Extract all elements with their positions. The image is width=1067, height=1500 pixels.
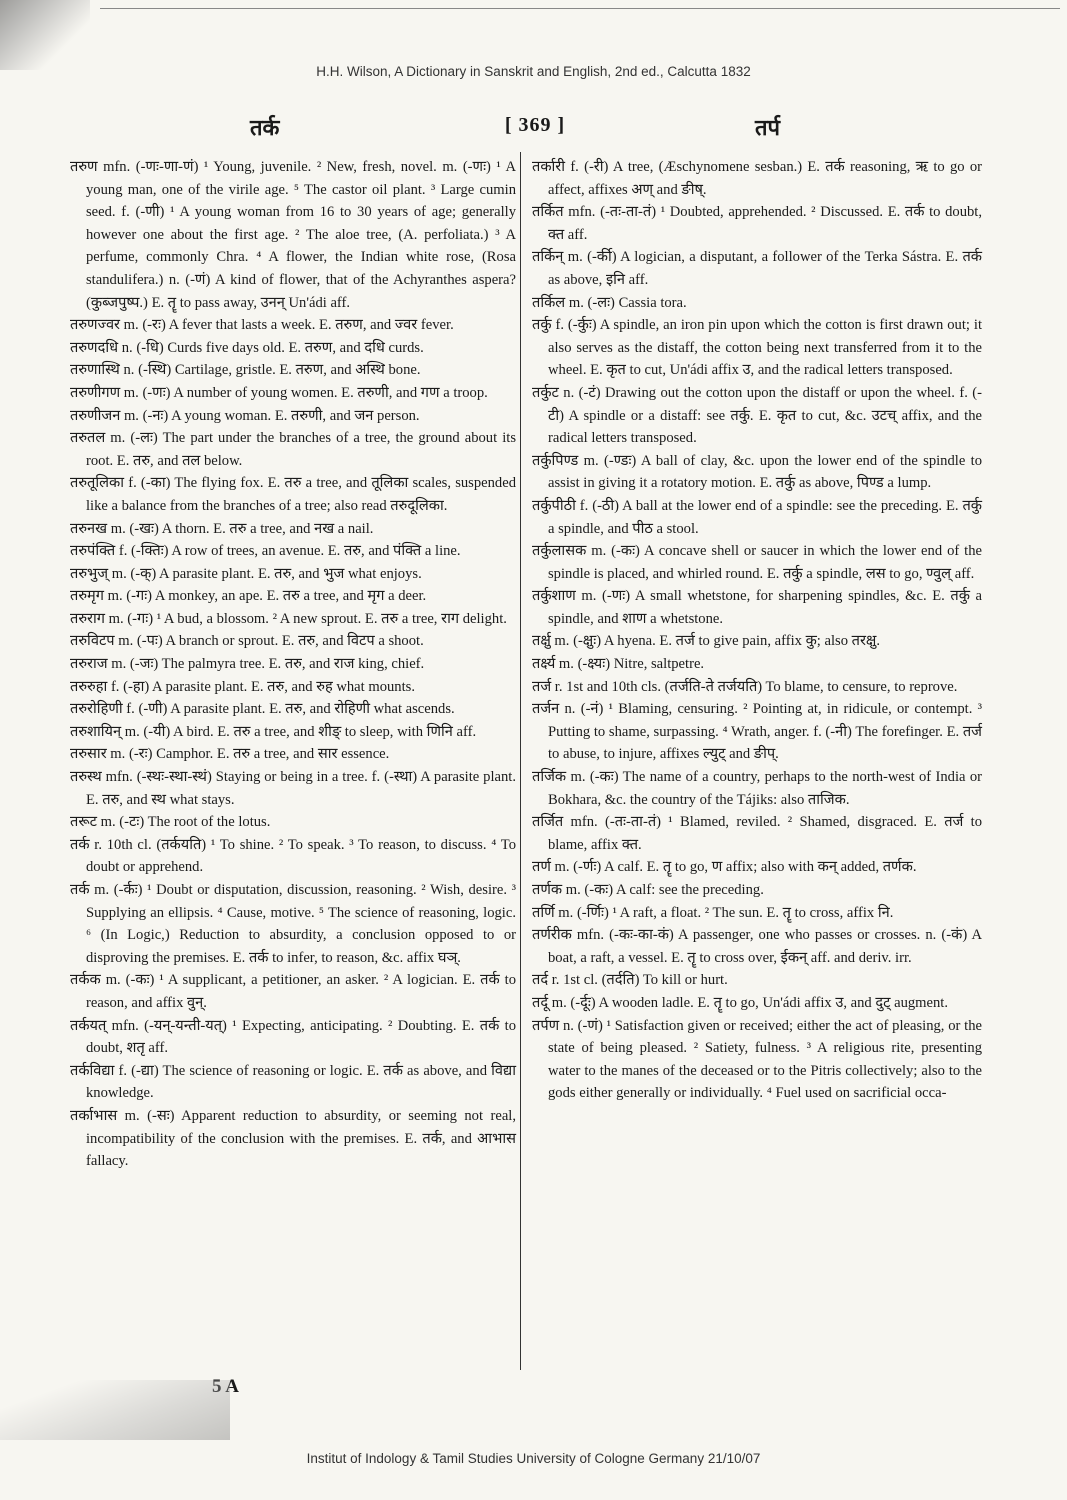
column-divider	[520, 152, 521, 1370]
dictionary-entry: तर्जन n. (-नं) ¹ Blaming, censuring. ² Pointing at, in ridicule, or contempt. ³ Putting to shame, surpassing. ⁴ Wrath, anger. f. (-नी) The forefinger. E. तर्ज to abuse, to injure, affixes ल्युट् and ङीप्.	[532, 701, 982, 763]
dictionary-entry: तरुतूलिका f. (-का) The flying fox. E. तरु a tree, and तूलिका scales, suspended like a balance from the branches of a tree; also read तरुदूलिका.	[70, 475, 516, 514]
dictionary-entry: तर्णरीक mfn. (-कः-का-कं) A passenger, one who passes or crosses. n. (-कं) A boat, a raft, a vessel. E. तॄ to cross over, ईकन् aff. and deriv. irr.	[532, 927, 982, 966]
dictionary-entry: तरुपंक्ति f. (-क्तिः) A row of trees, an avenue. E. तरु, and पंक्ति a line.	[70, 543, 461, 560]
dictionary-entry: तर्कित mfn. (-तः-ता-तं) ¹ Doubted, apprehended. ² Discussed. E. तर्क to doubt, क्त aff.	[532, 204, 982, 243]
dictionary-entry: तर्कुट n. (-टं) Drawing out the cotton upon the distaff or upon the wheel. f. (-टी) A spindle or a distaff: see तर्कु. E. कृत to cut, &c. उटच् affix, and the radical letters transposed.	[532, 384, 982, 447]
dictionary-entry: तर्क r. 10th cl. (तर्कयति) ¹ To shine. ² To speak. ³ To reason, to discuss. ⁴ To doubt or apprehend.	[70, 836, 516, 876]
dictionary-entry: तरुराज m. (-जः) The palmyra tree. E. तरु, and राज king, chief.	[70, 656, 425, 673]
dictionary-entry: तर्कुपीठी f. (-ठी) A ball at the lower end of a spindle: see the preceding. E. तर्कु a spindle, and पीठ a stool.	[532, 497, 982, 537]
dictionary-entry: तर्कुलासक m. (-कः) A concave shell or saucer in which the lower end of the spindle is placed, and whirled round. E. तर्कु a spindle, लस to go, ण्वुल् aff.	[532, 543, 982, 582]
dictionary-entry: तरुराग m. (-गः) ¹ A bud, a blossom. ² A new sprout. E. तरु a tree, राग delight.	[70, 610, 507, 627]
dictionary-entry: तर्किन् m. (-र्की) A logician, a disputant, a follower of the Terka Sástra. E. तर्क as above, इनि aff.	[532, 249, 982, 288]
dictionary-entry: तर्जित mfn. (-तः-ता-तं) ¹ Blamed, reviled. ² Shamed, disgraced. E. तर्ज to blame, affix क्त.	[532, 814, 982, 853]
dictionary-entry: तर्किल m. (-लः) Cassia tora.	[532, 294, 687, 311]
footer-credit: Institut of Indology & Tamil Studies University of Cologne Germany 21/10/07	[306, 1451, 761, 1466]
dictionary-entry: तरुणदधि n. (-धि) Curds five days old. E. तरुण, and दधि curds.	[70, 339, 424, 356]
dictionary-entry: तर्कुपिण्ड m. (-ण्डः) A ball of clay, &c. upon the lower end of the spindle to assist in giving it a rotatory motion. E. तर्कु as above, पिण्ड a lump.	[532, 452, 982, 492]
dictionary-entry: तर्णि m. (-र्णिः) ¹ A raft, a float. ² The sun. E. तॄ to cross, affix नि.	[532, 904, 894, 921]
dictionary-entry: तरूट m. (-टः) The root of the lotus.	[70, 814, 271, 831]
running-head-left: तर्क	[250, 116, 280, 141]
page-number: [ 369 ]	[504, 114, 566, 136]
dictionary-entry: तरुतल m. (-लः) The part under the branches of a tree, the ground about its root. E. तरु, and तल below.	[70, 430, 516, 469]
dictionary-entry: तर्कक m. (-कः) ¹ A supplicant, a petitioner, an asker. ² A logician. E. तर्क to reason, and affix वुन्.	[70, 972, 516, 1011]
dictionary-entry: तर्काभास m. (-सः) Apparent reduction to absurdity, or seeming not real, incompatibility of the conclusion with the premises. E. तर्क, and आभास fallacy.	[70, 1107, 516, 1170]
dictionary-entry: तर्पण n. (-णं) ¹ Satisfaction given or received; either the act of pleasing, or the state of being pleased. ² Satiety, fulness. ³ A religious rite, presenting water to the manes of the deceased or to the Pitris collectively; also to the gods either generally or individually. ⁴ Fuel used on sacrificial occa-	[532, 1017, 982, 1102]
dictionary-entry: तरुस्थ mfn. (-स्थः-स्था-स्थं) Staying or being in a tree. f. (-स्था) A parasite plant. E. तरु, and स्थ what stays.	[70, 769, 516, 808]
dictionary-entry: तर्णक m. (-कः) A calf: see the preceding.	[532, 882, 764, 898]
running-head-right: तर्प	[755, 116, 781, 141]
dictionary-entry: तर्कारी f. (-री) A tree, (Æschynomene sesban.) E. तर्क reasoning, ऋ to go or affect, affixes अण् and ङीष्.	[532, 159, 982, 198]
scan-edge-line	[100, 8, 1060, 9]
dictionary-entry: तरुणज्वर m. (-रः) A fever that lasts a week. E. तरुण, and ज्वर fever.	[70, 317, 454, 334]
scan-shadow-top-left	[0, 0, 90, 70]
dictionary-entry: तर्ज r. 1st and 10th cls. (तर्जति-ते तर्जयति) To blame, to censure, to reprove.	[532, 678, 958, 695]
dictionary-entry: तर्जिक m. (-कः) The name of a country, perhaps to the north-west of India or Bokhara, &c. the country of the Tájiks: also ताजिक.	[532, 769, 982, 808]
dictionary-entry: तरुणीजन m. (-नः) A young woman. E. तरुणी, and जन person.	[70, 407, 420, 424]
dictionary-entry: तर्कयत् mfn. (-यन्-यन्ती-यत्) ¹ Expecting, anticipating. ² Doubting. E. तर्क to doubt, शतृ aff.	[70, 1017, 516, 1057]
dictionary-entry: तर्कुशाण m. (-णः) A small whetstone, for sharpening spindles, &c. E. तर्कु a spindle, and शाण a whetstone.	[532, 588, 982, 627]
dictionary-entry: तर्ण m. (-र्णः) A calf. E. तॄ to go, ण affix; also with कन् added, तर्णक.	[532, 859, 917, 876]
dictionary-entry: तरुभुज् m. (-क्) A parasite plant. E. तरु, and भुज what enjoys.	[70, 565, 422, 582]
dictionary-entry: तरुशायिन् m. (-यी) A bird. E. तरु a tree, and शीङ् to sleep, with णिनि aff.	[70, 723, 477, 740]
dictionary-entry: तर्कविद्या f. (-द्या) The science of reasoning or logic. E. तर्क as above, and विद्या knowledge.	[70, 1062, 516, 1102]
dictionary-entry: तर्क्षु m. (-क्षुः) A hyena. E. तर्ज to give pain, affix कु; also तरक्षु.	[532, 633, 881, 650]
dictionary-entry: तरुमृग m. (-गः) A monkey, an ape. E. तरु a tree, and मृग a deer.	[70, 588, 427, 605]
source-citation: H.H. Wilson, A Dictionary in Sanskrit and English, 2nd ed., Calcutta 1832	[316, 64, 751, 79]
dictionary-entry: तर्कु f. (-र्कुः) A spindle, an iron pin upon which the cotton is first drawn out; it also serves as the distaff, the cotton being next transferred from it to the wheel. E. कृत to cut, Un'ádi affix उ, and the radical letters transposed.	[532, 317, 982, 379]
dictionary-entry: तरुरोहिणी f. (-णी) A parasite plant. E. तरु, and रोहिणी what ascends.	[70, 701, 455, 718]
left-column	[70, 156, 516, 1173]
dictionary-entry: तरुणास्थि n. (-स्थि) Cartilage, gristle. E. तरुण, and अस्थि bone.	[70, 362, 421, 379]
dictionary-entry: तरुविटप m. (-पः) A branch or sprout. E. तरु, and विटप a shoot.	[70, 633, 424, 650]
dictionary-entry: तर्दू m. (-र्दूः) A wooden ladle. E. तॄ to go, Un'ádi affix उ, and दुट् augment.	[532, 994, 948, 1011]
scan-shadow-bottom-left	[0, 1380, 230, 1440]
dictionary-entry: तरुण mfn. (-णः-णा-णं) ¹ Young, juvenile. ² New, fresh, novel. m. (-णः) ¹ A young man, one of the virile age. ⁵ The castor oil plant. ³ Large cumin seed. f. (-णी) ¹ A young woman from 16 to 30 years of age; generally however one about the first age. ² The aloe tree, (A. perfoliata.) ³ A perfume, commonly Chra. ⁴ A flower, the Indian white rose, (Rosa standulifera.) n. (-णं) A kind of flower, that of the Achyranthes aspera? (कुब्जपुष्प.) E. तॄ to pass away, उनन् Un'ádi aff.	[70, 159, 516, 311]
right-column	[532, 156, 982, 1105]
dictionary-entry: तरुसार m. (-रः) Camphor. E. तरु a tree, and सार essence.	[70, 746, 390, 763]
dictionary-entry: तर्क m. (-र्कः) ¹ Doubt or disputation, discussion, reasoning. ² Wish, desire. ³ Supplying an ellipsis. ⁴ Cause, motive. ⁵ The science of reasoning, logic. ⁶ (In Logic,) Reduction to absurdity, a conclusion opposed to or disproving the premises. E. तर्क to infer, to reason, &c. affix घञ्.	[70, 882, 516, 966]
signature-mark: 5 A	[212, 1376, 239, 1397]
dictionary-entry: तर्क्ष्य m. (-क्ष्यः) Nitre, saltpetre.	[532, 656, 705, 673]
dictionary-entry: तर्द r. 1st cl. (तर्दति) To kill or hurt.	[532, 972, 728, 989]
dictionary-entry: तरुनख m. (-खः) A thorn. E. तरु a tree, and नख a nail.	[70, 520, 374, 537]
dictionary-entry: तरुणीगण m. (-णः) A number of young women. E. तरुणी, and गण a troop.	[70, 384, 488, 401]
dictionary-entry: तरुरुहा f. (-हा) A parasite plant. E. तरु, and रुह what mounts.	[70, 678, 415, 695]
